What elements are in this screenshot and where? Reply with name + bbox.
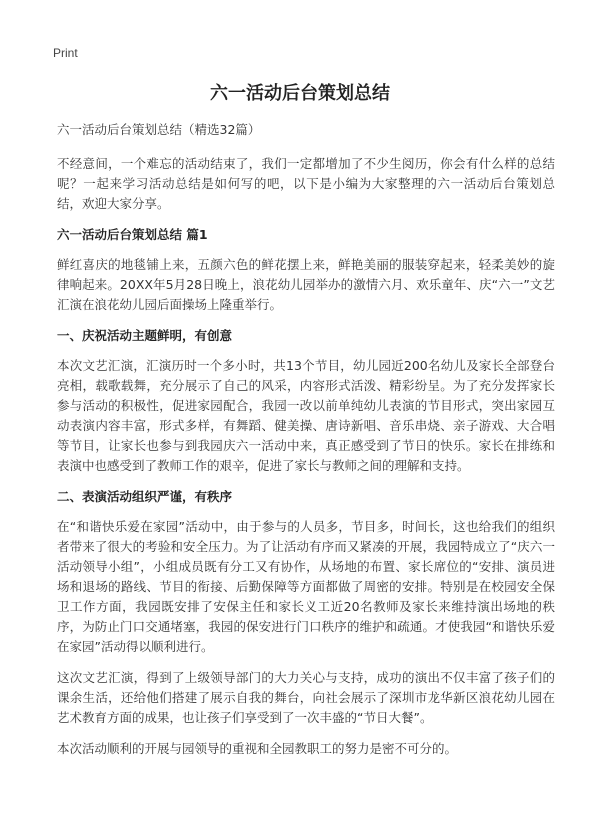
article-heading: 六一活动后台策划总结 篇1 (57, 227, 208, 242)
document-body (57, 120, 555, 770)
section-paragraph-2: 在“和谐快乐爱在家园”活动中，由于参与的人员多，节目多，时间长，这也给我们的组织者带来了很大的考验和安全压力。为了让活动有序而又紧凑的开展，我园特成立了“庆六一活动领导小组”，小组成员既有分工又有协作，从场地的布置、家长席位的“安排、演员进场和退场的路线、节目的衔接、后勤保障等方面都做了周密的安排。特别是在校园安全保卫工作方面，我园既安排了安保主任和家长义工近20名教师及家长来维持演出场地的秩序，为防止门口交通堵塞，我园的保安进行门口秩序的维护和疏通。才使我园“和谐快乐爱在家园”活动得以顺利进行。 (57, 519, 555, 654)
section-paragraph-1: 本次文艺汇演，汇演历时一个多小时，共13个节目，幼儿园近200名幼儿及家长全部登台亮相，载歌载舞，充分展示了自己的风采，内容形式活泼、精彩纷呈。为了充分发挥家长参与活动的积极性，促进家园配合，我园一改以前单纯幼儿表演的节目形式，突出家园互动表演内容丰富，形式多样，有舞蹈、健美操、唐诗新唱、音乐串烧、亲子游戏、大合唱等节目，让家长也参与到我园庆六一活动中来，真正感受到了节日的快乐。家长在排练和表演中也感受到了教师工作的艰辛，促进了家长与教师之间的理解和支持。 (57, 358, 555, 473)
print-link[interactable]: Print (53, 46, 78, 60)
opening-paragraph: 鲜红喜庆的地毯铺上来，五颜六色的鲜花摆上来，鲜艳美丽的服装穿起来，轻柔美妙的旋律响起来。20XX年5月28日晚上，浪花幼儿园举办的激情六月、欢乐童年、庆“六一”文艺汇演在浪花幼儿园后面操场上隆重举行。 (57, 257, 555, 312)
closing-paragraph-1: 这次文艺汇演，得到了上级领导部门的大力关心与支持，成功的演出不仅丰富了孩子们的课余生活，还给他们搭建了展示自我的舞台，向社会展示了深圳市龙华新区浪花幼儿园在艺术教育方面的成果，也让孩子们享受到了一次丰盛的“节日大餐”。 (57, 670, 555, 725)
document-subtitle: 六一活动后台策划总结（精选32篇） (57, 122, 261, 137)
page-title: 六一活动后台策划总结 (210, 83, 390, 104)
section-heading-2: 二、表演活动组织严谨，有秩序 (57, 489, 233, 504)
intro-paragraph: 不经意间，一个难忘的活动结束了，我们一定都增加了不少生阅历，你会有什么样的总结呢？一起来学习活动总结是如何写的吧，以下是小编为大家整理的六一活动后台策划总结，欢迎大家分享。 (57, 156, 555, 211)
section-heading-1: 一、庆祝活动主题鲜明，有创意 (57, 328, 233, 343)
closing-paragraph-2: 本次活动顺利的开展与园领导的重视和全园教职工的努力是密不可分的。 (57, 741, 458, 756)
